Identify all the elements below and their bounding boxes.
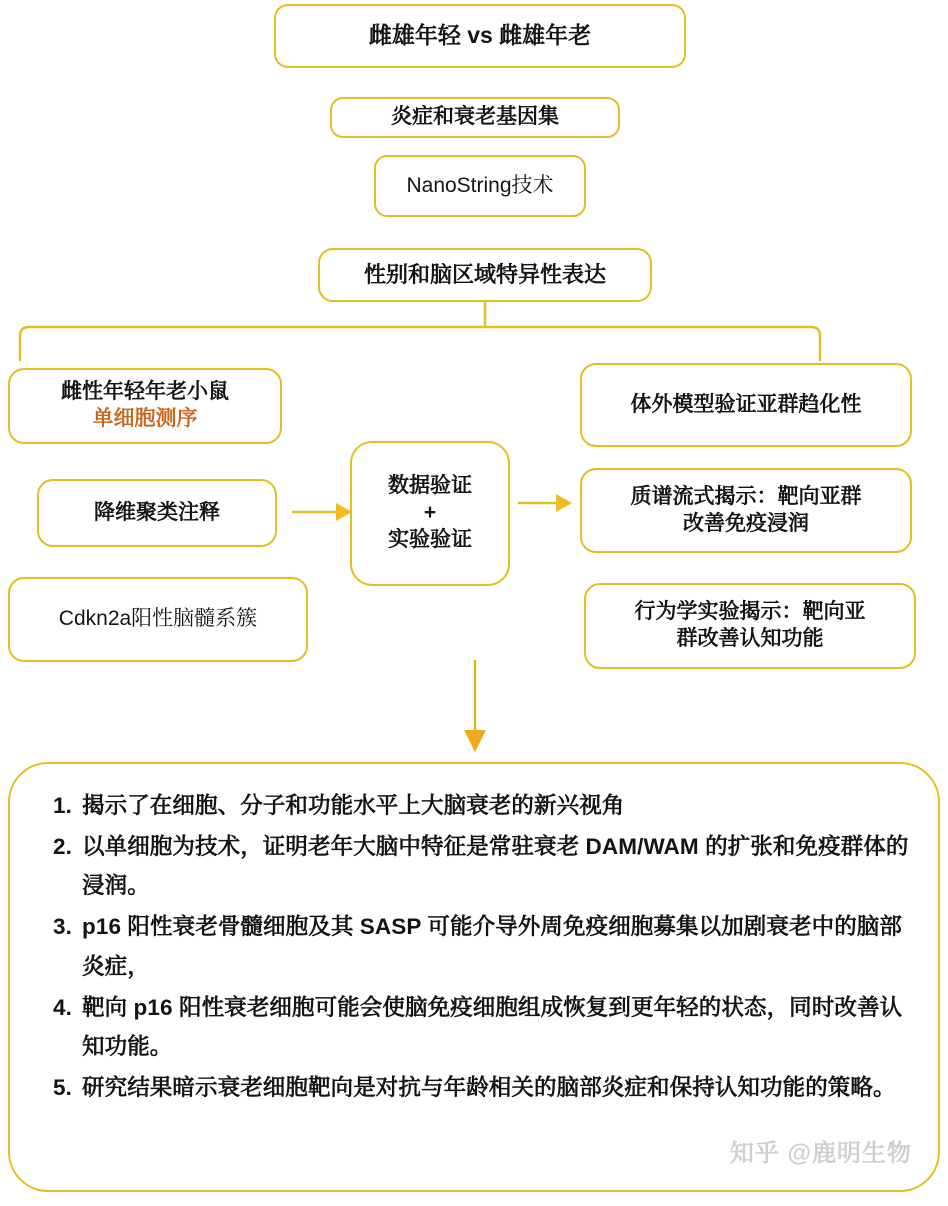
conclusion-item: 研究结果暗示衰老细胞靶向是对抗与年龄相关的脑部炎症和保持认知功能的策略。 [82,1074,896,1100]
node-geneset [330,97,620,138]
node-cdkn2a [8,577,308,662]
node-invitro-label: 体外模型验证亚群趋化性 [630,392,862,416]
watermark: 知乎 @鹿明生物 [729,1140,912,1167]
node-massspec [580,468,912,553]
node-comparison [274,4,686,68]
node-massspec-line2: 改善免疫浸润 [683,511,809,535]
node-behavior [584,583,916,669]
node-invitro [580,363,912,447]
node-geneset-label: 炎症和衰老基因集 [391,105,559,129]
node-nanostring-label: NanoString技术 [406,173,554,197]
node-massspec-line1: 质谱流式揭示：靶向亚群 [630,484,862,508]
node-cdkn2a-label: Cdkn2a阳性脑髓系簇 [58,607,258,631]
node-expression [318,248,652,302]
node-expression-label: 性别和脑区域特异性表达 [363,261,606,287]
connector-split-bar [20,327,820,360]
conclusion-item: p16 阳性衰老骨髓细胞及其 SASP 可能介导外周免疫细胞募集以加剧衰老中的脑部炎症， [82,914,902,979]
node-comparison-label: 雌雄年轻 vs 雌雄年老 [368,22,592,49]
node-validation-line3: 实验验证 [388,527,472,551]
node-clustering-label: 降维聚类注释 [94,500,220,524]
conclusions-panel [8,762,940,1192]
arrowhead-to-conclusions [464,730,486,752]
node-female-mice-line2: 单细胞测序 [92,407,198,430]
node-validation [350,441,510,586]
node-validation-line1: 数据验证 [388,474,472,498]
conclusion-item: 以单细胞为技术，证明老年大脑中特征是常驻衰老 DAM/WAM 的扩张和免疫群体的浸润。 [82,834,909,899]
arrowhead-validation-to-right [556,494,572,512]
node-female-mice [8,368,282,444]
node-clustering [37,479,277,547]
node-validation-line2: + [423,501,437,525]
node-behavior-line2: 群改善认知功能 [676,627,824,650]
node-behavior-line1: 行为学实验揭示：靶向亚 [634,600,866,624]
node-nanostring [374,155,586,217]
conclusion-item: 揭示了在细胞、分子和功能水平上大脑衰老的新兴视角 [82,793,625,818]
conclusions-list [36,786,912,1107]
conclusion-item: 靶向 p16 阳性衰老细胞可能会使脑免疫细胞组成恢复到更年轻的状态，同时改善认知功能。 [82,994,903,1059]
node-female-mice-line1: 雌性年轻年老小鼠 [61,380,229,404]
